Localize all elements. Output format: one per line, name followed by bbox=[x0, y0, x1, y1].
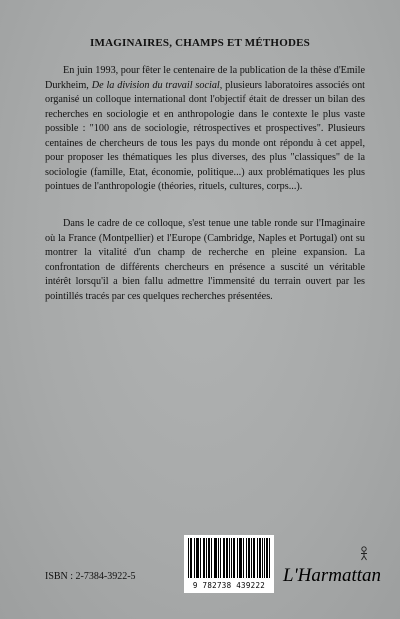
barcode-bar bbox=[259, 538, 260, 578]
book-title: IMAGINAIRES, CHAMPS ET MÉTHODES bbox=[90, 37, 310, 49]
barcode-bar bbox=[203, 538, 204, 578]
barcode-bar bbox=[191, 538, 192, 578]
barcode-bar bbox=[209, 538, 210, 578]
publisher-name: L'Harmattan bbox=[283, 565, 382, 586]
barcode-bar bbox=[240, 538, 241, 578]
blurb-paragraph-1 bbox=[45, 64, 365, 195]
publisher-emblem-icon bbox=[357, 545, 371, 561]
barcode-bar bbox=[197, 538, 198, 578]
barcode-bar bbox=[253, 538, 254, 578]
barcode-bar bbox=[226, 538, 227, 578]
barcode-bar bbox=[267, 538, 268, 578]
durkheim-work-title: De la division du travail social bbox=[91, 79, 220, 91]
barcode-bar bbox=[254, 538, 255, 578]
barcode-bar bbox=[237, 538, 238, 578]
barcode-bar bbox=[243, 538, 244, 578]
barcode-bar bbox=[231, 538, 232, 578]
barcode-bar bbox=[211, 538, 212, 578]
barcode-bar bbox=[269, 538, 270, 578]
barcode bbox=[184, 535, 274, 593]
barcode-bar bbox=[266, 538, 267, 578]
barcode-bar bbox=[260, 538, 261, 578]
barcode-bar bbox=[233, 538, 234, 578]
barcode-bar bbox=[188, 538, 189, 578]
barcode-bar bbox=[257, 538, 258, 578]
barcode-bar bbox=[214, 538, 215, 578]
barcode-bars bbox=[184, 535, 274, 581]
barcode-bar bbox=[224, 538, 225, 578]
barcode-bar bbox=[251, 538, 252, 578]
barcode-bar bbox=[206, 538, 207, 578]
barcode-bar bbox=[227, 538, 228, 578]
barcode-bar bbox=[249, 538, 250, 578]
barcode-bar bbox=[223, 538, 224, 578]
barcode-bar bbox=[200, 538, 201, 578]
barcode-bar bbox=[239, 538, 240, 578]
barcode-bar bbox=[196, 538, 197, 578]
barcode-bar bbox=[190, 538, 191, 578]
barcode-bar bbox=[264, 538, 265, 578]
barcode-bar bbox=[220, 538, 221, 578]
barcode-bar bbox=[215, 538, 216, 578]
barcode-bar bbox=[248, 538, 249, 578]
blurb-text-1b: , plusieurs laboratoires associés ont organisé un colloque international dont l'objectif était de dresser un bilan des recherches en sociologie et en anthropologie dans le contexte le plus vaste possible : "100 ans de sociologie, rétrospectives et prospectives". Plusieurs centaines de chercheurs de tous les pays du monde ont répondu à cet appel, pour proposer les thématiques les plus diverses, des plus "classiques" de la sociologie (famille, Etat, économie, politique...) aux problématiques les plus pointues de l'anthropologie (théories, rituels, cultures, corps...). bbox=[45, 79, 365, 192]
barcode-bar bbox=[229, 538, 230, 578]
barcode-bar bbox=[198, 538, 199, 578]
barcode-bar bbox=[216, 538, 217, 578]
barcode-bar bbox=[204, 538, 205, 578]
blurb-text-1a: En juin 1993, pour fêter le centenaire de la publication de la thèse d'Emile Durkheim, bbox=[45, 65, 365, 91]
barcode-bar bbox=[262, 538, 263, 578]
barcode-bar bbox=[208, 538, 209, 578]
barcode-bar bbox=[194, 538, 195, 578]
barcode-bar bbox=[241, 538, 242, 578]
isbn-label: ISBN : 2-7384-3922-5 bbox=[45, 571, 136, 582]
barcode-digits: 9 782738 439222 bbox=[192, 581, 266, 590]
barcode-bar bbox=[218, 538, 219, 578]
blurb-paragraph-2: Dans le cadre de ce colloque, s'est tenue une table ronde sur l'Imaginaire où la France (Montpellier) et l'Europe (Cambridge, Naples et Portugal) ont su montrer la vitalité d'un champ de recherche en pleine expansion. La confrontation de différents chercheurs en présence a suscité un véritable intérêt lorsqu'il a bien fallu admettre l'immensité du terrain ouvert par les pointillés tracés par ces quelques recherches présentées. bbox=[45, 218, 365, 302]
barcode-bar bbox=[246, 538, 247, 578]
barcode-bar bbox=[234, 538, 235, 578]
